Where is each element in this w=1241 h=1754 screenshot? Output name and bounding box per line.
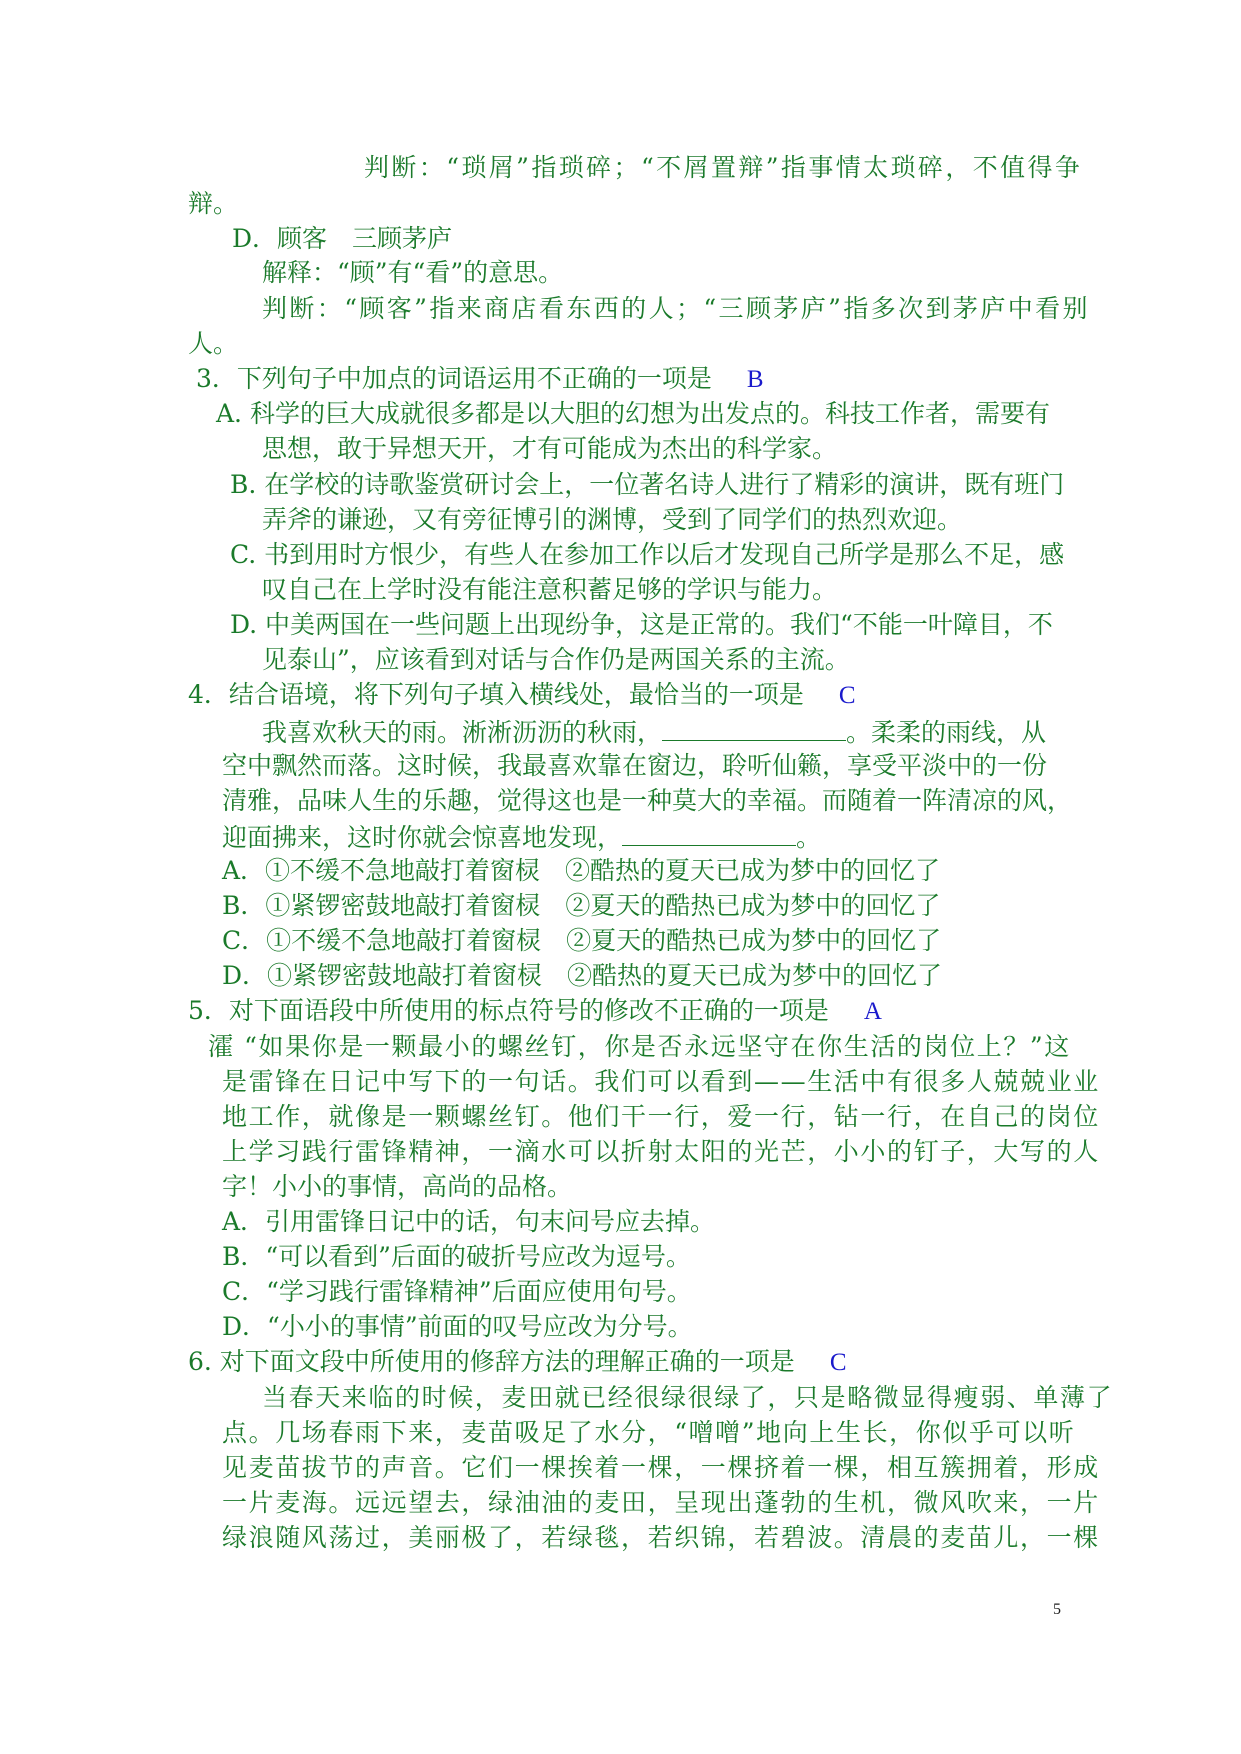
text-line: A. 科学的巨大成就很多都是以大胆的幻想为出发点的。科技工作者，需要有 xyxy=(216,399,1050,428)
question-text: 6. 对下面文段中所使用的修辞方法的理解正确的一项是 xyxy=(188,1347,795,1376)
text-line: 人。 xyxy=(188,329,239,358)
text-line: 解释：“顾”有“看”的意思。 xyxy=(262,258,564,287)
text-line: 辩。 xyxy=(188,189,239,218)
option-d: D．①紧锣密鼓地敲打着窗棂 ②酷热的夏天已成为梦中的回忆了 xyxy=(222,961,943,990)
text-line: 判断：“琐屑”指琐碎；“不屑置辩”指事情太琐碎，不值得争 xyxy=(364,153,1083,182)
text-line: 瀖 “如果你是一颗最小的螺丝钉，你是否永远坚守在你生活的岗位上？”这 xyxy=(208,1032,1071,1061)
question-text: 3．下列句子中加点的词语运用不正确的一项是 xyxy=(196,364,712,393)
question-4-stem xyxy=(188,678,856,713)
fill-blank xyxy=(622,819,796,846)
text-line: B. 在学校的诗歌鉴赏研讨会上，一位著名诗人进行了精彩的演讲，既有班门 xyxy=(230,470,1065,499)
answer-mark: C xyxy=(829,1349,847,1376)
text-line: 弄斧的谦逊，又有旁征博引的渊博，受到了同学们的热烈欢迎。 xyxy=(262,505,963,534)
question-text: 5．对下面语段中所使用的标点符号的修改不正确的一项是 xyxy=(188,996,829,1025)
text-line: 上学习践行雷锋精神，一滴水可以折射太阳的光芒，小小的钉子，大写的人 xyxy=(222,1137,1100,1166)
text-line: 地工作，就像是一颗螺丝钉。他们干一行，爱一行，钻一行，在自己的岗位 xyxy=(222,1102,1100,1131)
page-number: 5 xyxy=(1053,1601,1061,1618)
text-line: 清雅，品味人生的乐趣，觉得这也是一种莫大的幸福。而随着一阵清凉的风， xyxy=(222,786,1073,815)
passage-text: 迎面拂来，这时你就会惊喜地发现， xyxy=(222,823,623,852)
answer-mark: A xyxy=(863,998,882,1025)
passage-text: 。柔柔的雨线，从 xyxy=(846,718,1047,747)
text-line: 见泰山”，应该看到对话与合作仍是两国关系的主流。 xyxy=(262,645,850,674)
question-6-stem xyxy=(188,1345,847,1380)
fill-blank xyxy=(662,714,846,741)
text-line xyxy=(262,714,1046,750)
text-line: 点。几场春雨下来，麦苗吸足了水分，“噌噌”地向上生长，你似乎可以听 xyxy=(222,1418,1076,1447)
text-line xyxy=(222,819,821,855)
question-text: 4．结合语境，将下列句子填入横线处，最恰当的一项是 xyxy=(188,680,804,709)
answer-mark: C xyxy=(838,682,856,709)
text-line: 一片麦海。远远望去，绿油油的麦田，呈现出蓬勃的生机，微风吹来，一片 xyxy=(222,1488,1100,1517)
option-a: A．引用雷锋日记中的话，句末问号应去掉。 xyxy=(222,1207,716,1236)
option-b: B．①紧锣密鼓地敲打着窗棂 ②夏天的酷热已成为梦中的回忆了 xyxy=(222,891,941,920)
option-d: D．“小小的事情”前面的叹号应改为分号。 xyxy=(222,1312,693,1341)
question-3-stem xyxy=(196,362,764,397)
text-line: 思想，敢于异想天开，才有可能成为杰出的科学家。 xyxy=(262,434,838,463)
option-b: B．“可以看到”后面的破折号应改为逗号。 xyxy=(222,1242,691,1271)
text-line: D．顾客 三顾茅庐 xyxy=(232,224,453,253)
passage-text: 我喜欢秋天的雨。淅淅沥沥的秋雨， xyxy=(262,718,663,747)
text-line: 空中飘然而落。这时候，我最喜欢靠在窗边，聆听仙籁，享受平淡中的一份 xyxy=(222,751,1048,780)
text-line: 当春天来临的时候，麦田就已经很绿很绿了，只是略微显得瘦弱、单薄了 xyxy=(262,1383,1114,1412)
text-line: C. 书到用时方恨少，有些人在参加工作以后才发现自己所学是那么不足，感 xyxy=(230,540,1065,569)
text-line: 绿浪随风荡过，美丽极了，若绿毯，若织锦，若碧波。清晨的麦苗儿，一棵 xyxy=(222,1523,1100,1552)
text-line: 是雷锋在日记中写下的一句话。我们可以看到——生活中有很多人兢兢业业 xyxy=(222,1067,1100,1096)
option-a: A．①不缓不急地敲打着窗棂 ②酷热的夏天已成为梦中的回忆了 xyxy=(222,856,941,885)
option-c: C．“学习践行雷锋精神”后面应使用句号。 xyxy=(222,1277,692,1306)
passage-text: 。 xyxy=(796,823,822,852)
answer-mark: B xyxy=(746,366,764,393)
text-line: 见麦苗拔节的声音。它们一棵挨着一棵，一棵挤着一棵，相互簇拥着，形成 xyxy=(222,1453,1100,1482)
text-line: 判断：“顾客”指来商店看东西的人；“三顾茅庐”指多次到茅庐中看别 xyxy=(262,294,1090,323)
question-5-stem xyxy=(188,994,882,1029)
option-c: C．①不缓不急地敲打着窗棂 ②夏天的酷热已成为梦中的回忆了 xyxy=(222,926,942,955)
text-line: D. 中美两国在一些问题上出现纷争，这是正常的。我们“不能一叶障目，不 xyxy=(230,610,1053,639)
text-line: 字！小小的事情，高尚的品格。 xyxy=(222,1172,573,1201)
text-line: 叹自己在上学时没有能注意积蓄足够的学识与能力。 xyxy=(262,575,838,604)
